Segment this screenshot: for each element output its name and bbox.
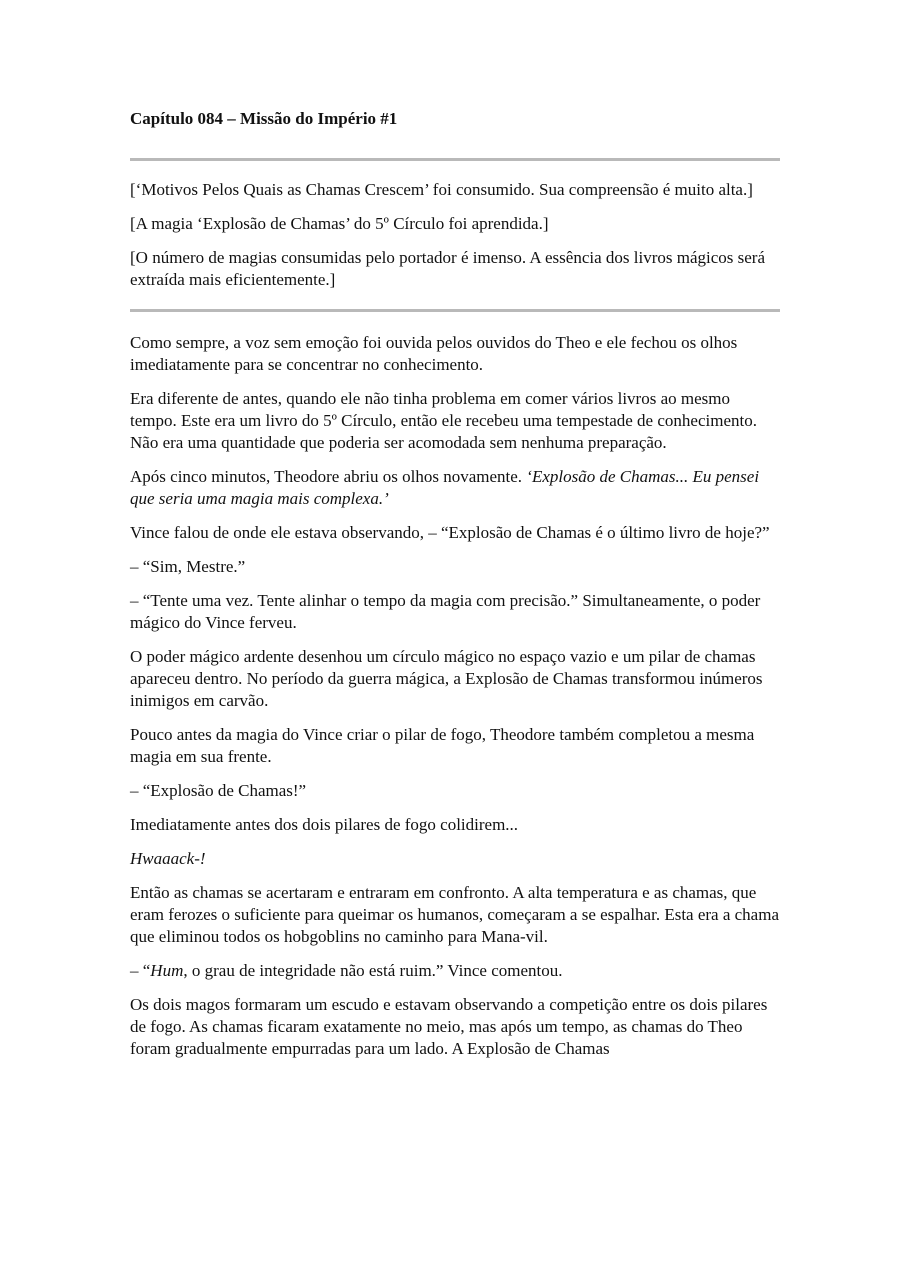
paragraph: Os dois magos formaram um escudo e estavam observando a competição entre os dois pilares de fogo. As chamas ficaram exatamente no meio, mas após um tempo, as chamas do Theo foram gradualmente empurradas para um lado. A Explosão de Chamas — [130, 995, 768, 1058]
sound-effect: Hwaaack-! — [130, 849, 206, 868]
system-messages — [130, 179, 780, 291]
chapter-title: Capítulo 084 – Missão do Império #1 — [130, 109, 398, 128]
paragraph: Imediatamente antes dos dois pilares de fogo colidirem... — [130, 815, 519, 834]
paragraph: Vince falou de onde ele estava observando, – “Explosão de Chamas é o último livro de hoje?” — [130, 523, 770, 542]
system-message: [A magia ‘Explosão de Chamas’ do 5º Círculo foi aprendida.] — [130, 214, 549, 233]
document-page — [130, 108, 780, 1072]
paragraph: Então as chamas se acertaram e entraram em confronto. A alta temperatura e as chamas, que eram ferozes o suficiente para queimar os humanos, começaram a se espalhar. Esta era a chama que eliminou todos os hobgoblins no caminho para Mana-vil. — [130, 883, 779, 946]
paragraph-text: , o grau de integridade não está ruim.” Vince comentou. — [183, 961, 563, 980]
emphasis-text: Hum — [150, 961, 184, 980]
chapter-body — [130, 332, 780, 1060]
paragraph — [130, 960, 780, 982]
paragraph — [130, 848, 780, 870]
paragraph: Era diferente de antes, quando ele não tinha problema em comer vários livros ao mesmo tempo. Este era um livro do 5º Círculo, então ele recebeu uma tempestade de conhecimento. Não era uma quantidade que poderia ser acomodada sem nenhuma preparação. — [130, 389, 757, 452]
system-message: [O número de magias consumidas pelo portador é imenso. A essência dos livros mágicos será extraída mais eficientemente.] — [130, 248, 765, 289]
paragraph: Como sempre, a voz sem emoção foi ouvida pelos ouvidos do Theo e ele fechou os olhos imediatamente para se concentrar no conhecimento. — [130, 333, 738, 374]
paragraph: – “Tente uma vez. Tente alinhar o tempo da magia com precisão.” Simultaneamente, o poder mágico do Vince ferveu. — [130, 591, 761, 632]
paragraph: O poder mágico ardente desenhou um círculo mágico no espaço vazio e um pilar de chamas apareceu dentro. No período da guerra mágica, a Explosão de Chamas transformou inúmeros inimigos em carvão. — [130, 647, 763, 710]
paragraph: – “Explosão de Chamas!” — [130, 781, 307, 800]
paragraph-text: – “ — [130, 961, 151, 980]
paragraph: Pouco antes da magia do Vince criar o pilar de fogo, Theodore também completou a mesma magia em sua frente. — [130, 725, 755, 766]
paragraph: – “Sim, Mestre.” — [130, 557, 246, 576]
system-message: [‘Motivos Pelos Quais as Chamas Crescem’ foi consumido. Sua compreensão é muito alta.] — [130, 180, 753, 199]
divider-bottom — [130, 309, 780, 312]
paragraph — [130, 466, 780, 510]
divider-top — [130, 158, 780, 161]
inner-thought: ‘Explosão de Chamas... Eu pensei que seria uma magia mais complexa.’ — [130, 467, 760, 508]
paragraph-text: Após cinco minutos, Theodore abriu os olhos novamente. — [130, 467, 527, 486]
